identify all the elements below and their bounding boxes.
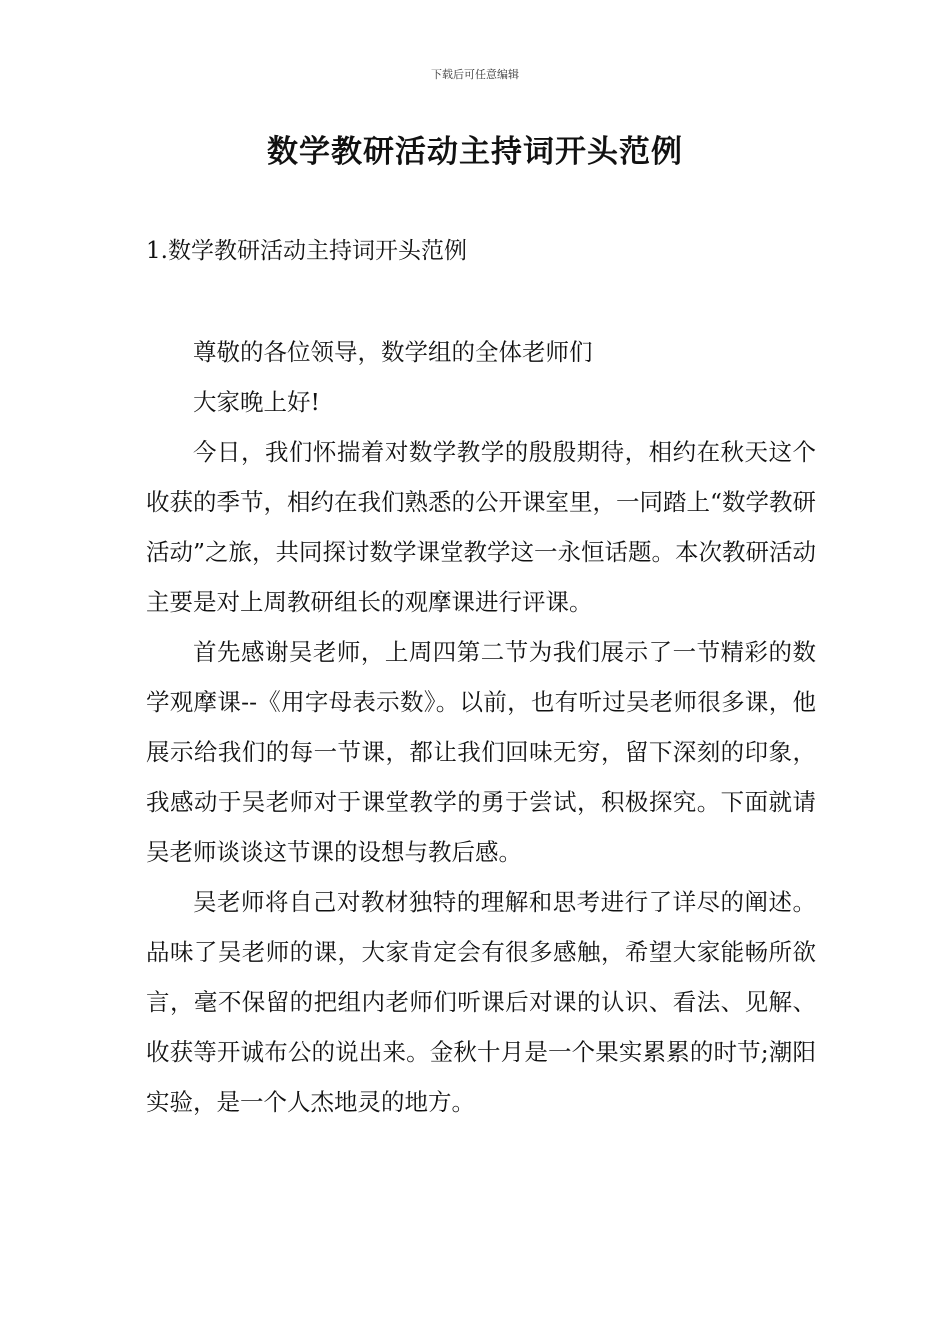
- header-note: 下载后可任意编辑: [431, 68, 519, 81]
- document-body: [146, 327, 816, 1127]
- paragraph-discussion: 吴老师将自己对教材独特的理解和思考进行了详尽的阐述。品味了吴老师的课，大家肯定会有很多感触，希望大家能畅所欲言，毫不保留的把组内老师们听课后对课的认识、看法、见解、收获等开诚布公的说出来。金秋十月是一个果实累累的时节;潮阳实验，是一个人杰地灵的地方。: [146, 888, 816, 1116]
- paragraph-thanks: 首先感谢吴老师，上周四第二节为我们展示了一节精彩的数学观摩课--《用字母表示数》。以前，也有听过吴老师很多课，他展示给我们的每一节课，都让我们回味无穷，留下深刻的印象，我感动于吴老师对于课堂教学的勇于尝试，积极探究。下面就请吴老师谈谈这节课的设想与教后感。: [146, 638, 816, 866]
- document-title: 数学教研活动主持词开头范例: [267, 134, 683, 170]
- section-heading: 1.数学教研活动主持词开头范例: [146, 238, 467, 264]
- paragraph-greeting: 尊敬的各位领导，数学组的全体老师们: [193, 338, 593, 366]
- paragraph-salutation: 大家晚上好!: [193, 388, 320, 416]
- paragraph-opening: 今日，我们怀揣着对数学教学的殷殷期待，相约在秋天这个收获的季节，相约在我们熟悉的公开课室里，一同踏上“数学教研活动”之旅，共同探讨数学课堂教学这一永恒话题。本次教研活动主要是对上周教研组长的观摩课进行评课。: [146, 438, 817, 616]
